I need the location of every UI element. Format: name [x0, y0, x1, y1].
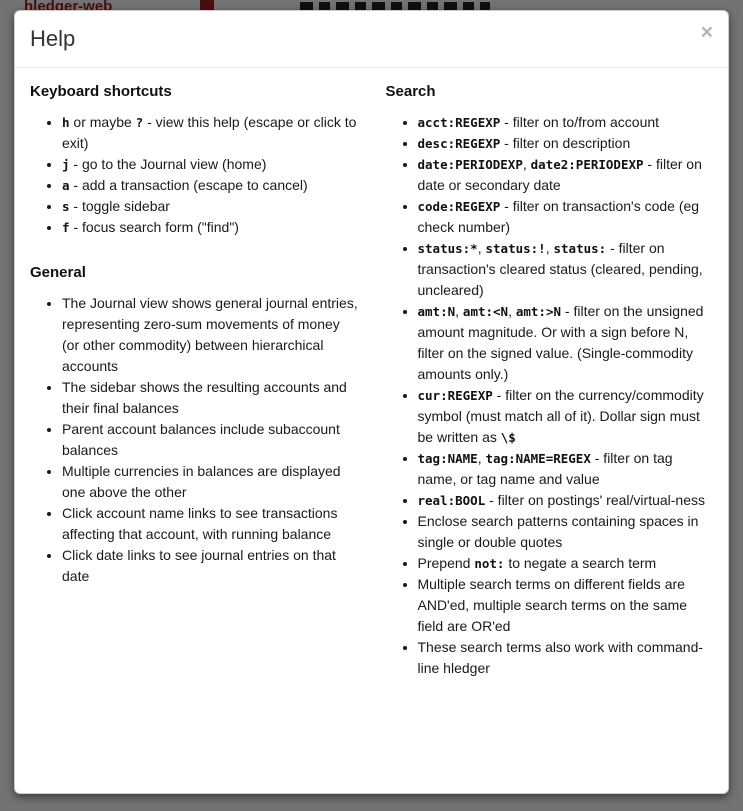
text-span: - filter on to/from account	[500, 113, 660, 130]
list-item	[62, 112, 360, 154]
text-span: ,	[508, 302, 516, 319]
section-heading: Search	[385, 82, 436, 100]
text-span: - filter on the currency/commodity symbol (must match all of it). Dollar sign must be written as	[417, 386, 704, 445]
list-item	[418, 511, 714, 553]
text-span: Parent account balances include subaccount balances	[62, 420, 340, 458]
text-span: Enclose search patterns containing spaces in single or double quotes	[417, 512, 699, 550]
code-span: acct:REGEXP	[417, 114, 501, 130]
list-item	[418, 385, 714, 448]
list-item	[62, 293, 360, 377]
code-span: amt:<N	[462, 303, 509, 319]
text-span: - add a transaction (escape to cancel)	[69, 176, 308, 193]
code-span: amt:>N	[515, 303, 562, 319]
section-list	[30, 293, 360, 587]
text-span: Multiple currencies in balances are displayed one above the other	[62, 462, 341, 500]
list-item	[418, 553, 714, 574]
text-span: The Journal view shows general journal entries, representing zero-sum movements of money (or other commodity) between hierarchical accounts	[62, 294, 358, 374]
list-item	[418, 574, 714, 637]
text-span: - filter on transaction's code (eg check number)	[417, 197, 700, 235]
code-span: amt:N	[417, 303, 456, 319]
text-span: - view this help (escape or click to exit)	[62, 113, 357, 151]
text-span: ,	[545, 239, 554, 256]
text-span: - filter on postings' real/virtual-ness	[485, 491, 705, 508]
text-span: These search terms also work with command-line hledger	[417, 638, 704, 676]
list-item	[62, 545, 360, 587]
code-span: desc:REGEXP	[417, 135, 501, 151]
list-item	[418, 112, 714, 133]
text-span: - focus search form ("find")	[69, 218, 239, 235]
code-span: date:PERIODEXP	[417, 156, 523, 172]
column-keyboard-general	[30, 83, 372, 783]
list-item	[62, 503, 360, 545]
list-item	[418, 301, 714, 385]
text-span: - filter on tag name, or tag name and value	[417, 449, 673, 487]
code-span: date2:PERIODEXP	[530, 156, 644, 172]
code-span: not:	[474, 555, 505, 571]
list-item	[62, 377, 360, 419]
text-span: - filter on description	[500, 134, 631, 151]
code-span: tag:NAME	[417, 450, 478, 466]
close-icon[interactable]: ×	[700, 21, 713, 44]
code-span: status:	[553, 240, 607, 256]
list-item	[62, 461, 360, 503]
text-span: ,	[522, 155, 531, 172]
text-span: or maybe	[69, 113, 136, 130]
text-span: - filter on the unsigned amount magnitude. Or with a sign before N, filter on the signed value. (Single-commodity amounts only.)	[417, 302, 704, 382]
list-item	[62, 175, 360, 196]
code-span: a	[62, 177, 70, 193]
text-span: The sidebar shows the resulting accounts and their final balances	[62, 378, 347, 416]
text-span: Click date links to see journal entries on that date	[62, 546, 336, 584]
section-heading: Keyboard shortcuts	[30, 82, 172, 100]
code-span: j	[62, 156, 70, 172]
list-item	[418, 448, 714, 490]
text-span: - filter on transaction's cleared status (cleared, pending, uncleared)	[417, 239, 703, 298]
code-span: tag:NAME=REGEX	[485, 450, 591, 466]
text-span: ,	[477, 239, 486, 256]
list-item	[62, 154, 360, 175]
text-span: - toggle sidebar	[69, 197, 170, 214]
modal-body	[15, 68, 728, 793]
code-span: real:BOOL	[417, 492, 486, 508]
code-span: s	[62, 198, 70, 214]
text-span: to negate a search term	[504, 554, 657, 571]
section-list	[30, 112, 360, 238]
list-item	[418, 637, 714, 679]
text-span: ,	[477, 449, 486, 466]
list-item	[418, 154, 714, 196]
list-item	[62, 217, 360, 238]
code-span: f	[62, 219, 70, 235]
column-search	[372, 83, 714, 783]
list-item	[418, 490, 714, 511]
list-item	[418, 196, 714, 238]
text-span: Prepend	[417, 554, 475, 571]
text-span: ,	[455, 302, 463, 319]
modal-title: Help	[30, 26, 76, 51]
code-span: code:REGEXP	[417, 198, 501, 214]
text-span: - filter on date or secondary date	[417, 155, 702, 193]
text-span: Click account name links to see transactions affecting that account, with running balance	[62, 504, 338, 542]
code-span: cur:REGEXP	[417, 387, 493, 403]
section-heading: General	[30, 263, 86, 281]
section-list	[386, 112, 714, 679]
code-span: ?	[135, 114, 144, 130]
text-span: - go to the Journal view (home)	[69, 155, 267, 172]
code-span: \$	[500, 429, 516, 445]
code-span: status:*	[417, 240, 478, 256]
text-span: Multiple search terms on different fields are AND'ed, multiple search terms on the same field are OR'ed	[417, 575, 688, 634]
list-item	[62, 196, 360, 217]
code-span: h	[62, 114, 70, 130]
list-item	[418, 133, 714, 154]
help-modal	[14, 10, 729, 794]
code-span: status:!	[485, 240, 546, 256]
list-item	[62, 419, 360, 461]
modal-header	[15, 11, 728, 68]
list-item	[418, 238, 714, 301]
